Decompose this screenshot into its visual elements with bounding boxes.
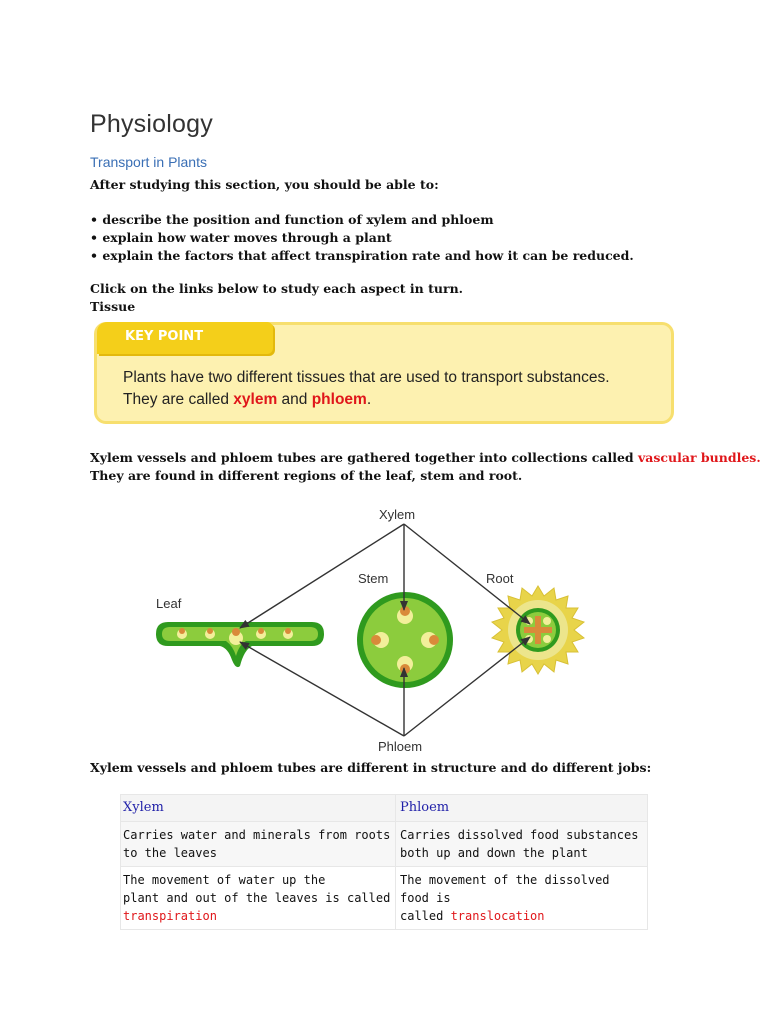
vascular-bundle-diagram — [140, 500, 610, 762]
jobs-intro: Xylem vessels and phloem tubes are different in structure and do different jobs: — [90, 760, 652, 775]
table-row — [121, 822, 648, 867]
label-leaf: Leaf — [156, 596, 182, 611]
bullet-item: • explain the factors that affect transpiration rate and how it can be reduced. — [90, 248, 634, 263]
xylem-phloem-table — [120, 794, 648, 930]
bullet-item: • explain how water moves through a plant — [90, 230, 392, 245]
table-row — [121, 867, 648, 930]
label-xylem: Xylem — [379, 507, 416, 522]
root-cross-section — [492, 586, 584, 674]
vascular-text-end: . — [756, 450, 761, 465]
xylem-process-text: The movement of water up the plant and out of the leaves is called — [123, 873, 391, 905]
term-translocation: translocation — [450, 909, 545, 923]
key-point-box — [94, 322, 674, 424]
bullet-item: • describe the position and function of xylem and phloem — [90, 212, 494, 227]
key-point-text-part: and — [277, 391, 312, 408]
header-cell — [396, 795, 648, 822]
term-vascular-bundles: vascular bundles — [638, 450, 757, 465]
vascular-line1 — [90, 449, 761, 467]
vascular-line2: They are found in different regions of the leaf, stem and root. — [90, 468, 523, 483]
key-point-text-part: They are called — [123, 391, 234, 408]
term-phloem: phloem — [311, 391, 367, 408]
header-xylem: Xylem — [123, 800, 164, 815]
page-title: Physiology — [90, 110, 213, 138]
phloem-function-cell: Carries dissolved food substances both up and down the plant — [396, 822, 648, 867]
phloem-process-cell — [396, 867, 648, 930]
key-point-label: KEY POINT — [125, 329, 204, 344]
header-phloem: Phloem — [400, 800, 450, 815]
key-point-text-part: . — [366, 391, 372, 408]
header-cell — [121, 795, 396, 822]
label-root: Root — [486, 571, 514, 586]
term-transpiration: transpiration — [123, 909, 217, 923]
links-instruction: Click on the links below to study each aspect in turn. — [90, 281, 464, 296]
xylem-process-cell — [121, 867, 396, 930]
stem-cross-section — [357, 592, 453, 688]
xylem-function-cell: Carries water and minerals from roots to the leaves — [121, 822, 396, 867]
key-point-text — [123, 367, 610, 411]
phloem-process-text: The movement of the dissolved food is called — [400, 873, 610, 923]
key-point-line1: Plants have two different tissues that are used to transport substances. — [123, 369, 610, 386]
key-point-line2 — [123, 389, 610, 411]
section-subtitle[interactable]: Transport in Plants — [90, 154, 207, 170]
label-stem: Stem — [358, 571, 389, 586]
term-xylem: xylem — [233, 391, 278, 408]
leaf-cross-section — [156, 622, 324, 667]
key-point-tab — [97, 322, 273, 354]
section-heading: Tissue — [90, 299, 136, 314]
intro-text: After studying this section, you should be able to: — [90, 177, 439, 192]
vascular-text: Xylem vessels and phloem tubes are gathered together into collections called — [90, 450, 639, 465]
table-header-row — [121, 795, 648, 822]
label-phloem: Phloem — [378, 739, 423, 754]
